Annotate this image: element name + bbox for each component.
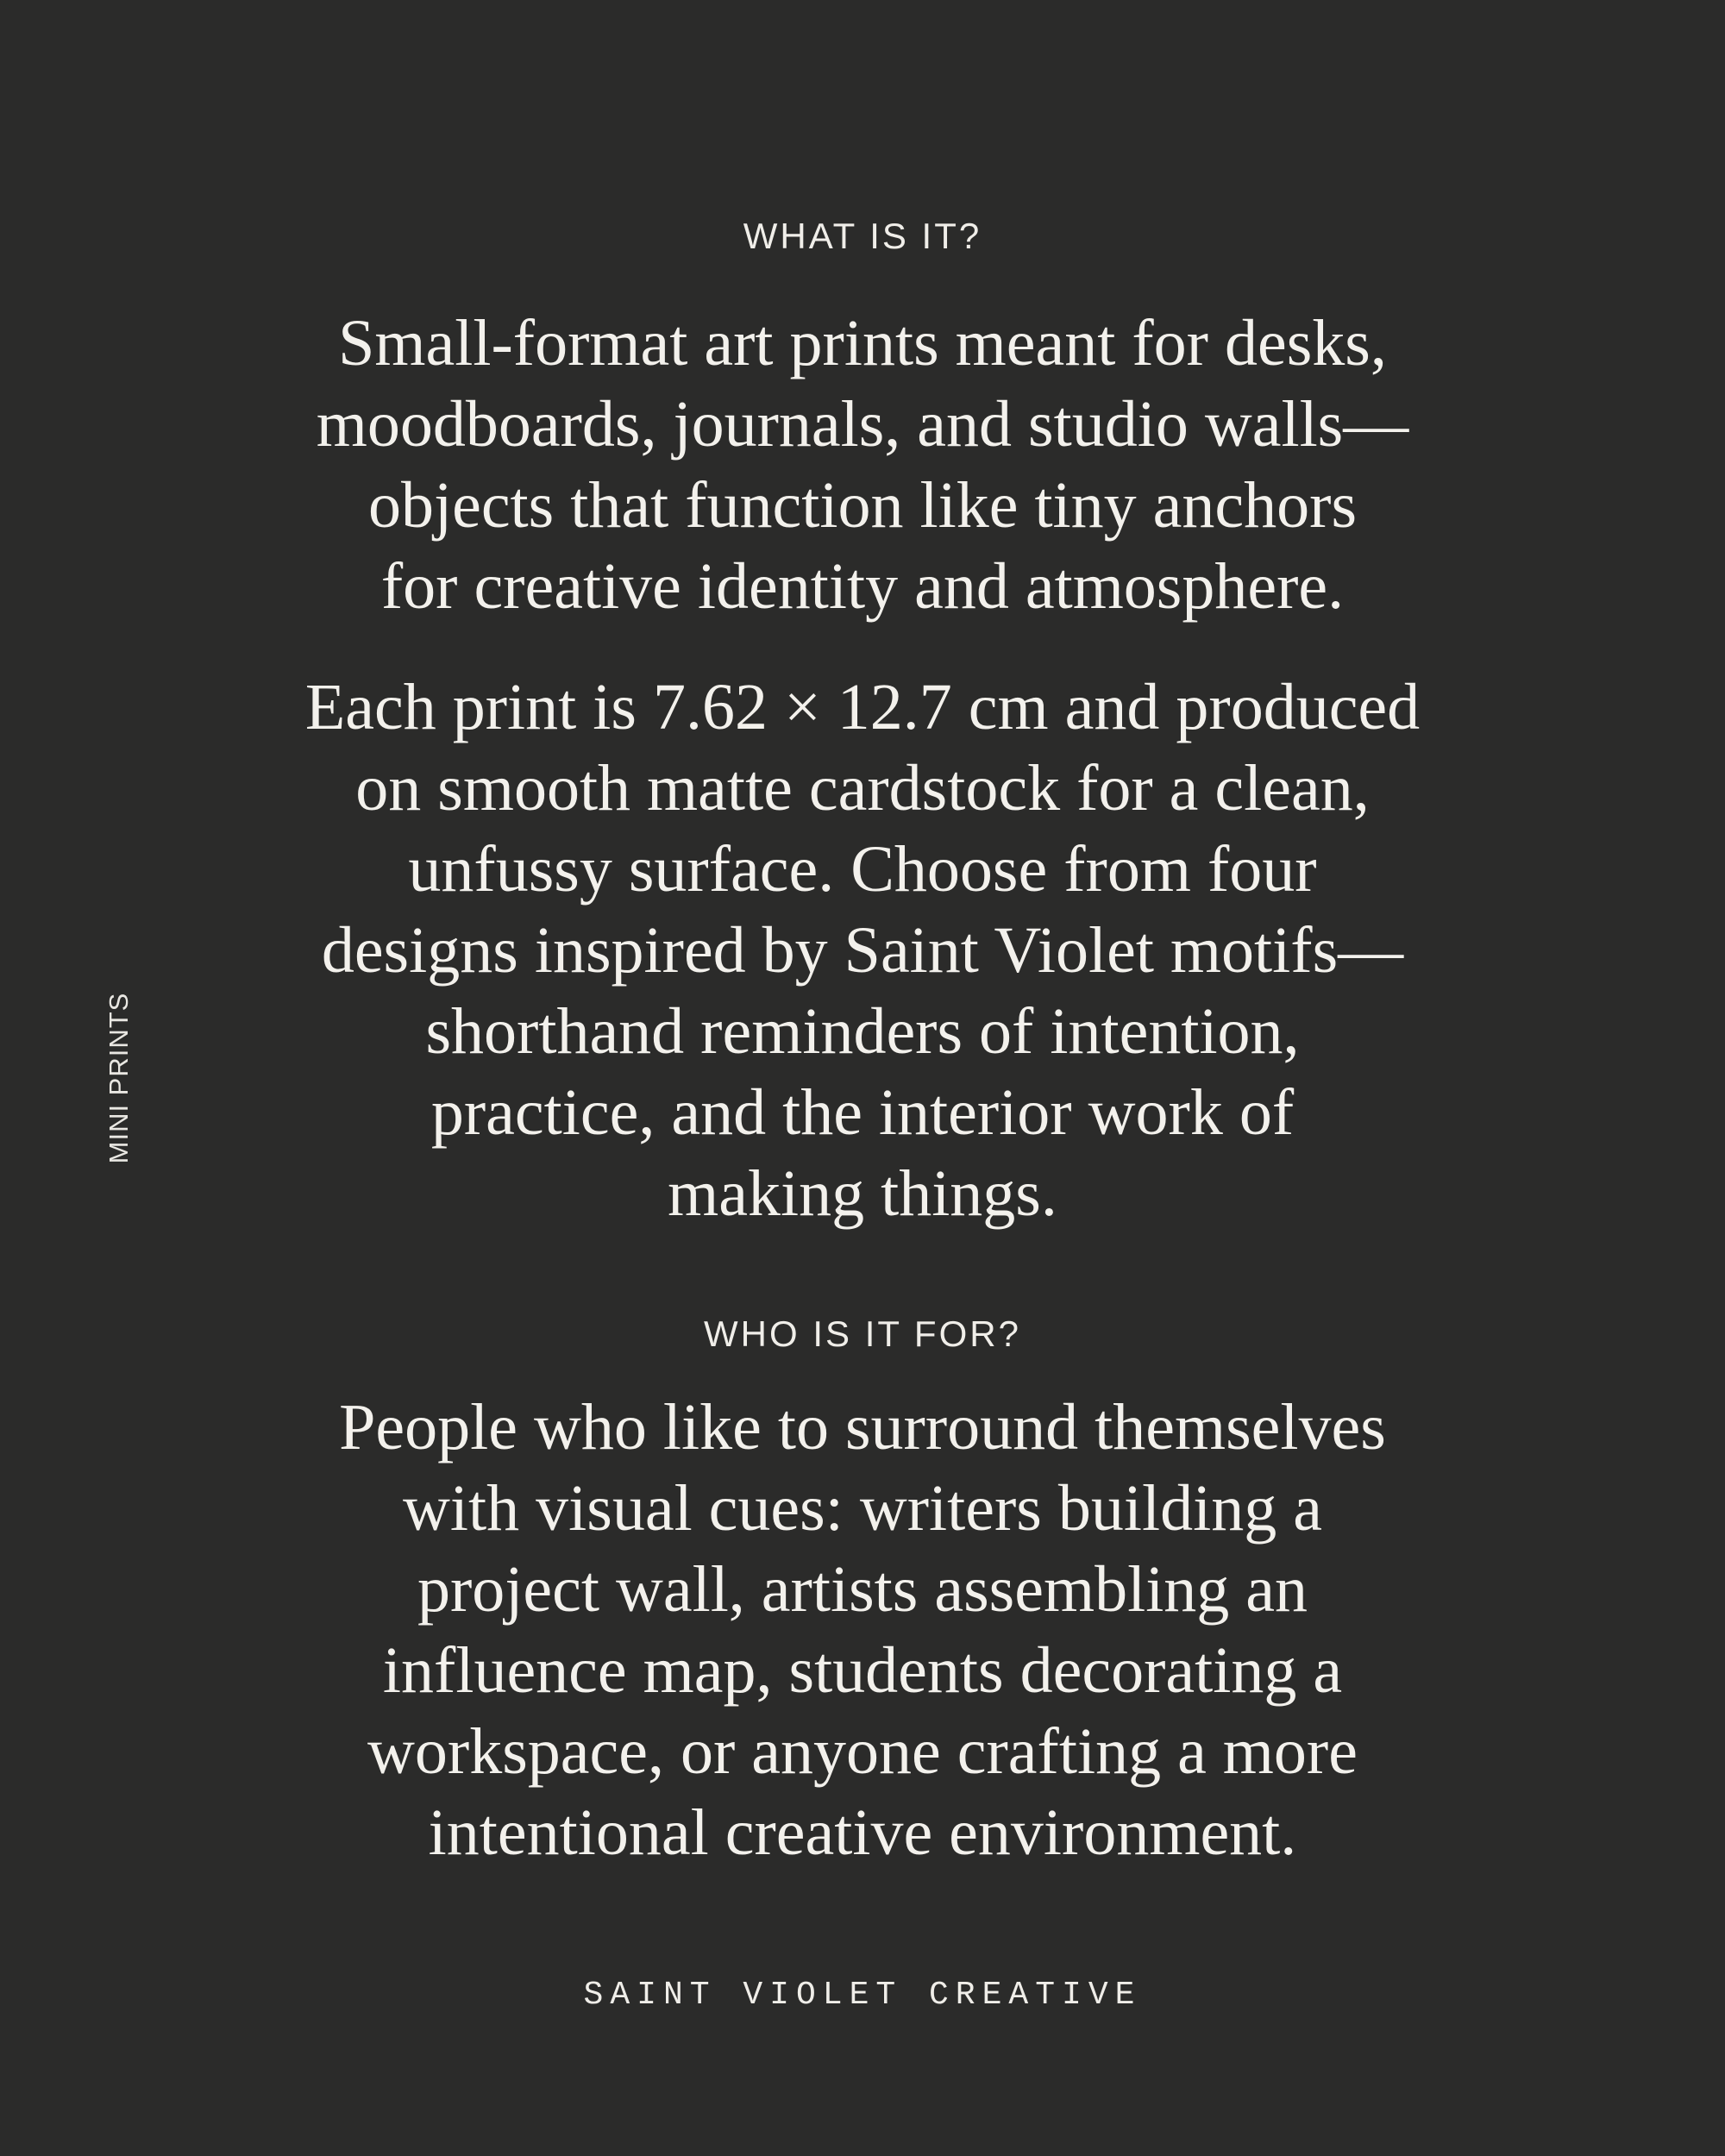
- who-paragraph: [242, 1387, 1484, 1873]
- who-is-it-for-heading: WHO IS IT FOR?: [704, 1313, 1021, 1354]
- text-line: People who like to surround themselves: [339, 1391, 1386, 1463]
- text-line: workspace, or anyone crafting a more: [367, 1715, 1358, 1788]
- side-label: MINI PRINTS: [104, 992, 134, 1164]
- what-paragraph-2: [242, 667, 1484, 1234]
- text-line: influence map, students decorating a: [382, 1634, 1343, 1707]
- text-line: intentional creative environment.: [428, 1796, 1297, 1869]
- text-line: with visual cues: writers building a: [403, 1472, 1322, 1545]
- text-line: on smooth matte cardstock for a clean,: [355, 752, 1370, 824]
- text-line: unfussy surface. Choose from four: [408, 833, 1317, 906]
- text-line: shorthand reminders of intention,: [425, 995, 1300, 1068]
- text-line: Each print is 7.62 × 12.7 cm and produced: [304, 671, 1421, 743]
- what-paragraph-1: [242, 303, 1484, 627]
- brand-footer: SAINT VIOLET CREATIVE: [583, 1977, 1142, 2014]
- what-is-it-heading: WHAT IS IT?: [743, 216, 982, 256]
- text-line: for creative identity and atmosphere.: [380, 550, 1345, 623]
- text-line: moodboards, journals, and studio walls—: [316, 388, 1409, 461]
- text-line: practice, and the interior work of: [430, 1076, 1295, 1149]
- text-line: making things.: [668, 1157, 1057, 1230]
- text-line: objects that function like tiny anchors: [367, 469, 1358, 542]
- text-line: Small-format art prints meant for desks,: [338, 307, 1387, 379]
- text-line: project wall, artists assembling an: [417, 1553, 1308, 1626]
- text-line: designs inspired by Saint Violet motifs—: [321, 914, 1404, 987]
